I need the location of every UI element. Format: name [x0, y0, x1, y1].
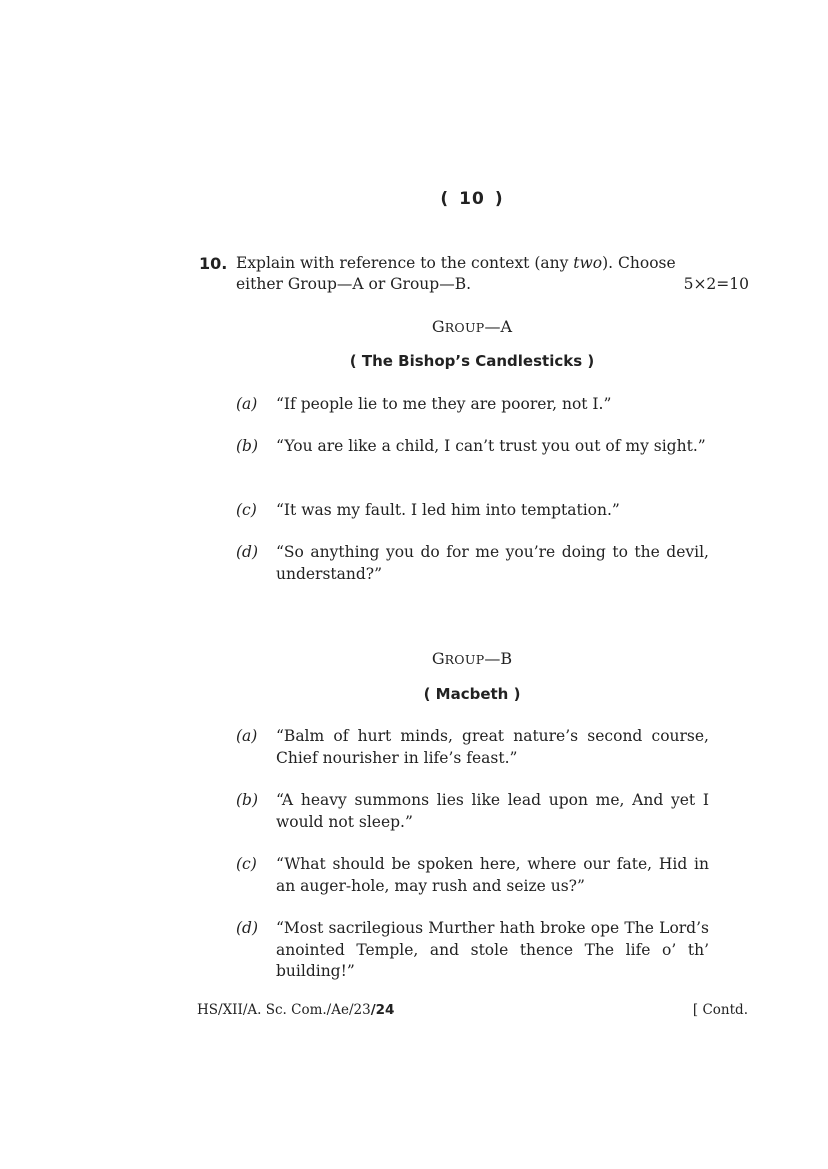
item-label: (d): [236, 919, 259, 937]
item-text: “So anything you do for me you’re doing to the devil, understand?”: [276, 543, 709, 583]
item-label: (a): [236, 395, 258, 413]
item-label: (d): [236, 543, 259, 561]
group-b-heading-first: G: [431, 649, 445, 668]
item-label: (b): [236, 437, 259, 455]
item-text: “Most sacrilegious Murther hath broke ope The Lord’s anointed Temple, and stole thence The life o’ th’ building!”: [276, 919, 709, 980]
question-text-italic: two: [573, 254, 603, 272]
group-a-heading-first: G: [431, 317, 445, 336]
group-a-heading-rest: —A: [484, 317, 513, 336]
footer-contd: [ Contd.: [692, 1002, 748, 1018]
group-a-subtitle: ( The Bishop’s Candlesticks ): [349, 352, 595, 370]
group-b-item-d: [236, 918, 709, 983]
page-number: ( 10 ): [440, 189, 504, 209]
item-text: “You are like a child, I can’t trust you out of my sight.”: [276, 437, 706, 455]
question-text-part1: Explain with reference to the context (any: [236, 254, 574, 272]
item-text: “A heavy summons lies like lead upon me, And yet I would not sleep.”: [276, 791, 709, 831]
item-label: (c): [236, 855, 257, 873]
question-text-part2: ). Choose: [602, 254, 676, 272]
group-a-item-b: [236, 436, 709, 458]
group-b-item-a: [236, 726, 709, 769]
item-label: (a): [236, 727, 258, 745]
question-instruction: [236, 253, 708, 274]
group-b-subtitle: ( Macbeth ): [423, 685, 521, 703]
group-a-heading-small: ROUP: [444, 320, 485, 335]
item-text: “What should be spoken here, where our fate, Hid in an auger-hole, may rush and seize us?”: [276, 855, 709, 895]
group-b-heading-rest: —B: [484, 649, 513, 668]
group-b-item-c: [236, 854, 709, 897]
footer-paper-code: [197, 1002, 394, 1018]
item-text: “Balm of hurt minds, great nature’s second course, Chief nourisher in life’s feast.”: [276, 727, 709, 767]
item-text: “It was my fault. I led him into temptation.”: [276, 501, 620, 519]
item-text: “If people lie to me they are poorer, not I.”: [276, 395, 612, 413]
question-marks: 5×2=10: [683, 275, 749, 293]
question-line2: [236, 274, 749, 295]
group-a-item-d: [236, 542, 709, 585]
footer-code-suffix: /24: [370, 1002, 395, 1018]
group-b-item-b: [236, 790, 709, 833]
group-a-item-a: [236, 394, 709, 416]
page-number-value: 10: [459, 189, 485, 209]
group-a-heading: [0, 317, 828, 336]
group-a-item-c: [236, 500, 709, 522]
item-label: (c): [236, 501, 257, 519]
group-b-heading: [0, 649, 828, 668]
question-number: 10.: [199, 254, 228, 273]
item-label: (b): [236, 791, 259, 809]
question-line2-text: either Group—A or Group—B.: [236, 275, 472, 293]
question-10: [199, 253, 749, 295]
footer-code-prefix: HS/XII/A. Sc. Com./Ae/23: [197, 1002, 371, 1018]
group-b-heading-small: ROUP: [444, 652, 485, 667]
